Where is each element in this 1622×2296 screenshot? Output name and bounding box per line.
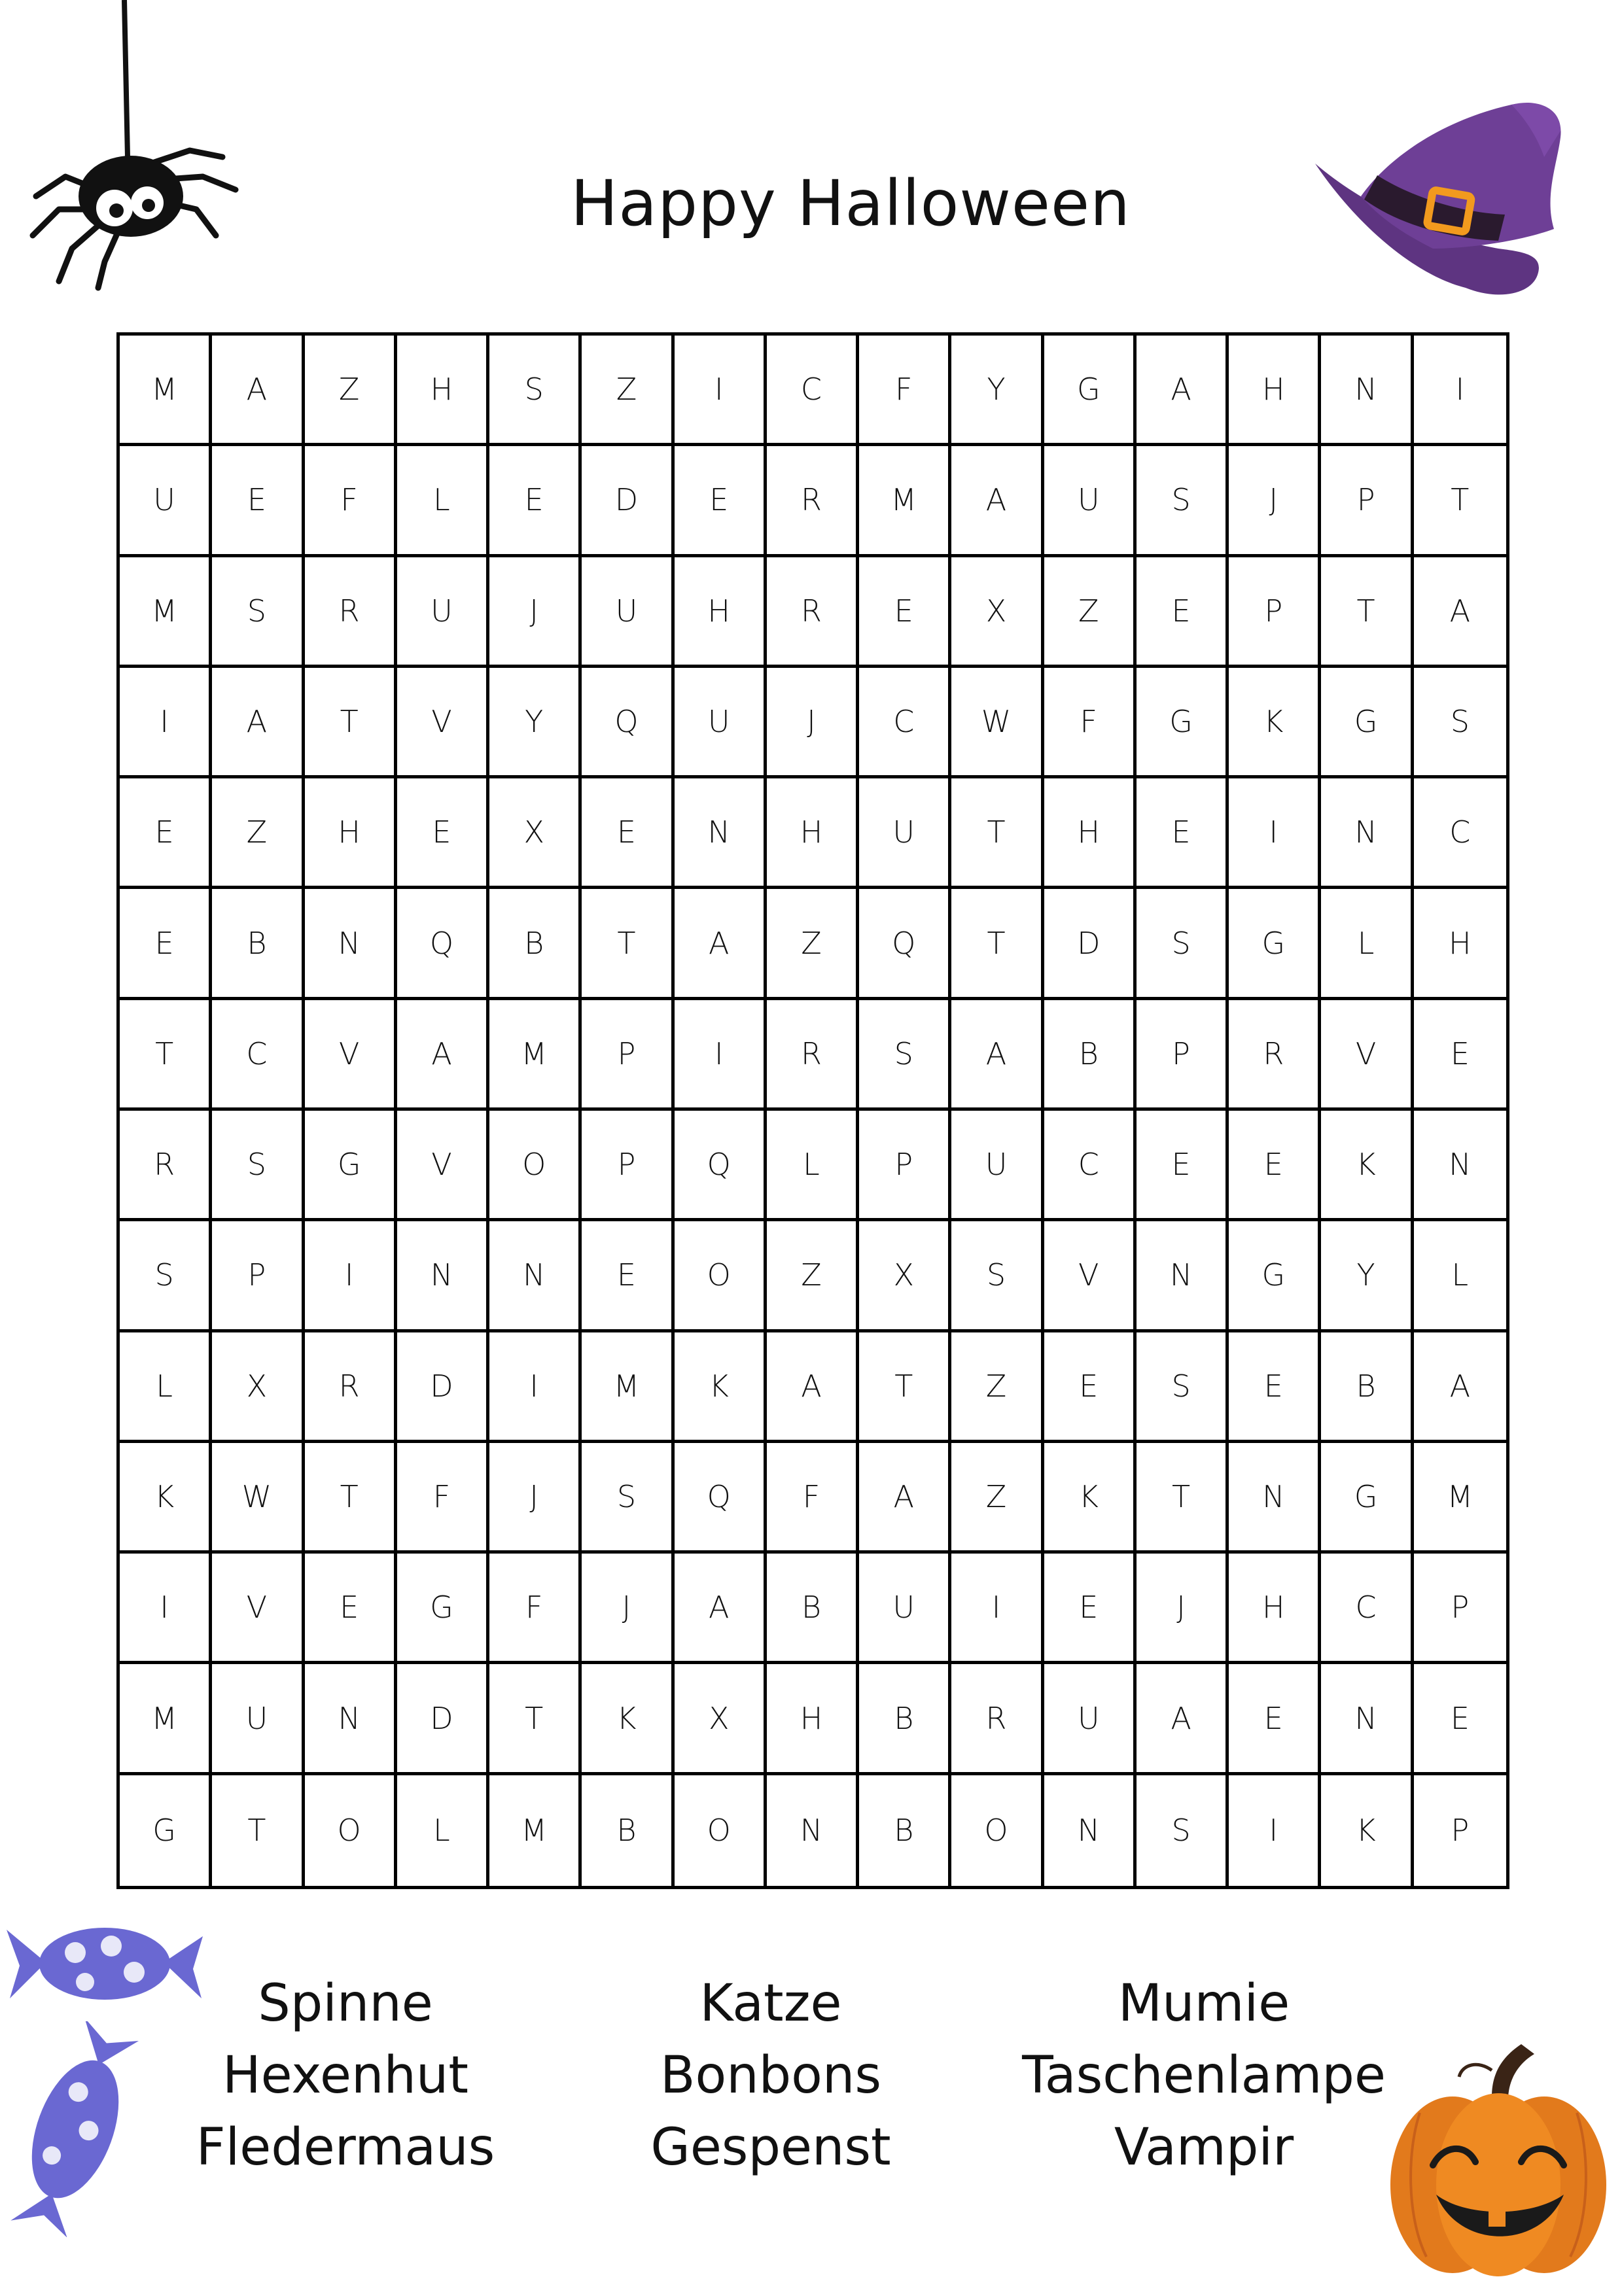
grid-cell: Z — [582, 336, 674, 446]
grid-cell: E — [1229, 1664, 1321, 1775]
grid-cell: K — [1044, 1443, 1137, 1554]
grid-cell: A — [951, 1000, 1044, 1111]
grid-cell: I — [1414, 336, 1506, 446]
grid-cell: E — [397, 778, 489, 889]
grid-cell: K — [1321, 1775, 1413, 1886]
grid-cell: I — [1229, 778, 1321, 889]
grid-cell: O — [951, 1775, 1044, 1886]
grid-cell: H — [1414, 889, 1506, 1000]
word-item: Vampir — [1114, 2118, 1294, 2177]
grid-cell: G — [1321, 668, 1413, 778]
grid-cell: T — [1414, 446, 1506, 557]
grid-cell: V — [1044, 1221, 1137, 1332]
grid-cell: P — [582, 1000, 674, 1111]
grid-cell: P — [1229, 557, 1321, 668]
grid-cell: B — [767, 1554, 859, 1664]
grid-cell: A — [767, 1332, 859, 1443]
grid-cell: I — [120, 1554, 212, 1664]
grid-cell: S — [1137, 889, 1229, 1000]
grid-cell: L — [120, 1332, 212, 1443]
grid-cell: I — [951, 1554, 1044, 1664]
grid-cell: F — [305, 446, 397, 557]
word-item: Bonbons — [660, 2046, 881, 2105]
grid-cell: C — [859, 668, 951, 778]
grid-cell: A — [1137, 336, 1229, 446]
grid-cell: I — [675, 336, 767, 446]
grid-cell: G — [397, 1554, 489, 1664]
grid-cell: S — [120, 1221, 212, 1332]
grid-cell: M — [489, 1775, 582, 1886]
grid-cell: P — [1451, 1813, 1470, 1849]
grid-cell: G — [305, 1111, 397, 1221]
grid-cell: H — [1229, 1554, 1321, 1664]
grid-cell: N — [305, 1664, 397, 1775]
grid-cell: I — [675, 1000, 767, 1111]
grid-cell: A — [675, 889, 767, 1000]
grid-cell: U — [582, 557, 674, 668]
grid-cell: C — [1044, 1111, 1137, 1221]
grid-cell: H — [305, 778, 397, 889]
grid-cell: T — [582, 889, 674, 1000]
grid-cell: R — [767, 446, 859, 557]
grid-cell: E — [1044, 1332, 1137, 1443]
grid-cell: E — [1229, 1111, 1321, 1221]
grid-cell: U — [859, 1554, 951, 1664]
grid-cell: U — [951, 1111, 1044, 1221]
grid-cell: P — [212, 1221, 304, 1332]
grid-cell: V — [305, 1000, 397, 1111]
grid-cell: H — [1044, 778, 1137, 889]
grid-cell: G — [1321, 1443, 1413, 1554]
grid-cell: C — [212, 1000, 304, 1111]
grid-cell: C — [767, 336, 859, 446]
grid-cell: S — [1137, 1332, 1229, 1443]
grid-cell: G — [1137, 668, 1229, 778]
grid-cell: U — [1044, 1664, 1137, 1775]
grid-cell: B — [1321, 1332, 1413, 1443]
grid-cell: S — [212, 1111, 304, 1221]
grid-cell: H — [675, 557, 767, 668]
grid-cell: F — [397, 1443, 489, 1554]
grid-cell: N — [1044, 1775, 1137, 1886]
grid-cell: A — [212, 668, 304, 778]
grid-cell: M — [120, 557, 212, 668]
grid-cell: Z — [305, 336, 397, 446]
grid-cell: U — [212, 1664, 304, 1775]
grid-cell: T — [1137, 1443, 1229, 1554]
grid-cell: I — [489, 1332, 582, 1443]
grid-cell: X — [951, 557, 1044, 668]
grid-cell: X — [489, 778, 582, 889]
grid-cell: B — [859, 1775, 951, 1886]
grid-cell: S — [1414, 668, 1506, 778]
word-item: Hexenhut — [222, 2046, 468, 2105]
grid-cell: S — [859, 1000, 951, 1111]
grid-cell: U — [859, 778, 951, 889]
grid-cell: M — [120, 1664, 212, 1775]
grid-cell: X — [212, 1332, 304, 1443]
grid-cell: E — [1229, 1332, 1321, 1443]
grid-cell: U — [120, 446, 212, 557]
grid-cell: F — [767, 1443, 859, 1554]
grid-cell: K — [1321, 1111, 1413, 1221]
grid-cell: N — [675, 778, 767, 889]
grid-cell: K — [675, 1332, 767, 1443]
grid-cell: S — [1137, 446, 1229, 557]
grid-cell: E — [859, 557, 951, 668]
grid-cell: T — [1321, 557, 1413, 668]
grid-cell: N — [1321, 336, 1413, 446]
grid-cell: R — [120, 1111, 212, 1221]
grid-cell: S — [582, 1443, 674, 1554]
grid-cell: M — [120, 336, 212, 446]
grid-cell: G — [1229, 1221, 1321, 1332]
grid-cell: T — [212, 1775, 304, 1886]
grid-cell: I — [120, 668, 212, 778]
grid-cell: E — [120, 778, 212, 889]
grid-cell: V — [1321, 1000, 1413, 1111]
grid-cell: R — [305, 1332, 397, 1443]
word-search-grid — [116, 332, 1509, 1889]
grid-cell: L — [397, 446, 489, 557]
grid-cell: H — [767, 1664, 859, 1775]
grid-cell: S — [489, 336, 582, 446]
grid-cell: G — [1044, 336, 1137, 446]
word-item: Spinne — [258, 1974, 433, 2033]
grid-cell: E — [675, 446, 767, 557]
word-item: Katze — [699, 1974, 842, 2033]
grid-cell: L — [767, 1111, 859, 1221]
grid-cell: F — [859, 336, 951, 446]
grid-cell: N — [305, 889, 397, 1000]
grid-cell: E — [1137, 778, 1229, 889]
grid-cell: G — [1229, 889, 1321, 1000]
grid-cell: A — [951, 446, 1044, 557]
grid-cell: Y — [951, 336, 1044, 446]
grid-cell: E — [1137, 557, 1229, 668]
grid-cell: Z — [767, 1221, 859, 1332]
grid-cell: X — [675, 1664, 767, 1775]
grid-cell: O — [675, 1775, 767, 1886]
grid-cell: R — [767, 557, 859, 668]
grid-cell: Z — [212, 778, 304, 889]
grid-cell: M — [1414, 1443, 1506, 1554]
grid-cell: E — [1044, 1554, 1137, 1664]
grid-cell: X — [859, 1221, 951, 1332]
grid-cell: L — [397, 1775, 489, 1886]
grid-cell: D — [1044, 889, 1137, 1000]
grid-cell: V — [397, 1111, 489, 1221]
word-item: Fledermaus — [196, 2118, 495, 2177]
grid-cell: D — [397, 1664, 489, 1775]
grid-cell: E — [1414, 1664, 1506, 1775]
grid-cell: O — [675, 1221, 767, 1332]
page-title: Happy Halloween — [571, 167, 1131, 240]
grid-cell: I — [305, 1221, 397, 1332]
grid-cell: E — [582, 1221, 674, 1332]
grid-cell: N — [767, 1775, 859, 1886]
grid-cell: C — [1414, 778, 1506, 889]
grid-cell: F — [489, 1554, 582, 1664]
grid-cell: T — [120, 1000, 212, 1111]
grid-cell: A — [675, 1554, 767, 1664]
grid-cell: Q — [397, 889, 489, 1000]
grid-cell: M — [489, 1000, 582, 1111]
grid-cell: T — [859, 1332, 951, 1443]
grid-cell: K — [582, 1664, 674, 1775]
grid-cell: S — [1137, 1775, 1229, 1886]
grid-cell: I — [1229, 1775, 1321, 1886]
grid-cell: R — [1229, 1000, 1321, 1111]
grid-cell: B — [582, 1775, 674, 1886]
grid-cell: J — [489, 1443, 582, 1554]
grid-cell: R — [305, 557, 397, 668]
grid-cell: A — [1414, 1332, 1506, 1443]
grid-cell: Z — [1044, 557, 1137, 668]
grid-cell: U — [1044, 446, 1137, 557]
grid-cell: E — [1137, 1111, 1229, 1221]
grid-cell: O — [489, 1111, 582, 1221]
grid-cell: A — [212, 336, 304, 446]
grid-cell: D — [582, 446, 674, 557]
grid-cell: J — [489, 557, 582, 668]
word-list-column-1 — [116, 1968, 574, 2183]
grid-cell: A — [397, 1000, 489, 1111]
grid-cell: P — [1137, 1000, 1229, 1111]
grid-cell: N — [1321, 1664, 1413, 1775]
grid-cell: M — [582, 1332, 674, 1443]
grid-cell: S — [951, 1221, 1044, 1332]
grid-cell: O — [305, 1775, 397, 1886]
grid-cell: L — [1414, 1221, 1506, 1332]
grid-cell: N — [489, 1221, 582, 1332]
grid-cell: E — [1414, 1000, 1506, 1111]
grid-cell: T — [951, 778, 1044, 889]
grid-cell: T — [951, 889, 1044, 1000]
grid-cell: L — [1321, 889, 1413, 1000]
grid-cell: B — [1044, 1000, 1137, 1111]
grid-cell: E — [212, 446, 304, 557]
grid-cell: B — [212, 889, 304, 1000]
grid-cell: Y — [489, 668, 582, 778]
grid-cell: S — [212, 557, 304, 668]
grid-cell: N — [1321, 778, 1413, 889]
grid-cell: R — [767, 1000, 859, 1111]
grid-cell: G — [120, 1775, 212, 1886]
grid-cell: Z — [951, 1332, 1044, 1443]
grid-cell: W — [951, 668, 1044, 778]
pumpkin-icon — [1381, 2034, 1616, 2283]
grid-cell: N — [1137, 1221, 1229, 1332]
grid-cell: F — [1044, 668, 1137, 778]
grid-cell: D — [397, 1332, 489, 1443]
word-item: Mumie — [1118, 1974, 1290, 2033]
grid-cell: Q — [675, 1111, 767, 1221]
grid-cell: H — [397, 336, 489, 446]
grid-cell: Z — [951, 1443, 1044, 1554]
grid-cell: H — [767, 778, 859, 889]
word-list-column-3 — [975, 1968, 1433, 2183]
grid-cell: P — [1414, 1554, 1506, 1664]
grid-cell: M — [859, 446, 951, 557]
grid-cell: B — [859, 1664, 951, 1775]
grid-cell: E — [582, 778, 674, 889]
grid-cell: Q — [859, 889, 951, 1000]
word-item: Taschenlampe — [1022, 2046, 1386, 2105]
grid-cell: U — [397, 557, 489, 668]
grid-cell: N — [1229, 1443, 1321, 1554]
grid-cell: A — [1137, 1664, 1229, 1775]
grid-cell: T — [305, 668, 397, 778]
grid-cell: V — [212, 1554, 304, 1664]
grid-cell: Z — [767, 889, 859, 1000]
grid-cell: P — [582, 1111, 674, 1221]
grid-cell: C — [1321, 1554, 1413, 1664]
grid-cell: H — [1229, 336, 1321, 446]
grid-cell: B — [489, 889, 582, 1000]
grid-cell: T — [489, 1664, 582, 1775]
grid-cell: J — [1229, 446, 1321, 557]
grid-cell: A — [1414, 557, 1506, 668]
grid-cell: Y — [1321, 1221, 1413, 1332]
grid-cell: P — [1321, 446, 1413, 557]
grid-cell: Q — [675, 1443, 767, 1554]
grid-cell: N — [397, 1221, 489, 1332]
grid-cell: K — [1229, 668, 1321, 778]
grid-cell: A — [859, 1443, 951, 1554]
grid-cell: Q — [582, 668, 674, 778]
spider-icon — [20, 0, 255, 294]
grid-cell: V — [397, 668, 489, 778]
grid-cell: U — [675, 668, 767, 778]
grid-cell: T — [305, 1443, 397, 1554]
grid-cell: J — [582, 1554, 674, 1664]
grid-cell: E — [120, 889, 212, 1000]
grid-cell: E — [489, 446, 582, 557]
word-item: Gespenst — [650, 2118, 891, 2177]
grid-cell: J — [767, 668, 859, 778]
grid-cell: P — [859, 1111, 951, 1221]
grid-cell: E — [305, 1554, 397, 1664]
grid-cell: R — [951, 1664, 1044, 1775]
grid-cell: W — [212, 1443, 304, 1554]
grid-cell: N — [1414, 1111, 1506, 1221]
grid-cell: J — [1137, 1554, 1229, 1664]
grid-cell: K — [120, 1443, 212, 1554]
word-list-column-2 — [542, 1968, 1000, 2183]
witch-hat-icon — [1302, 92, 1590, 314]
